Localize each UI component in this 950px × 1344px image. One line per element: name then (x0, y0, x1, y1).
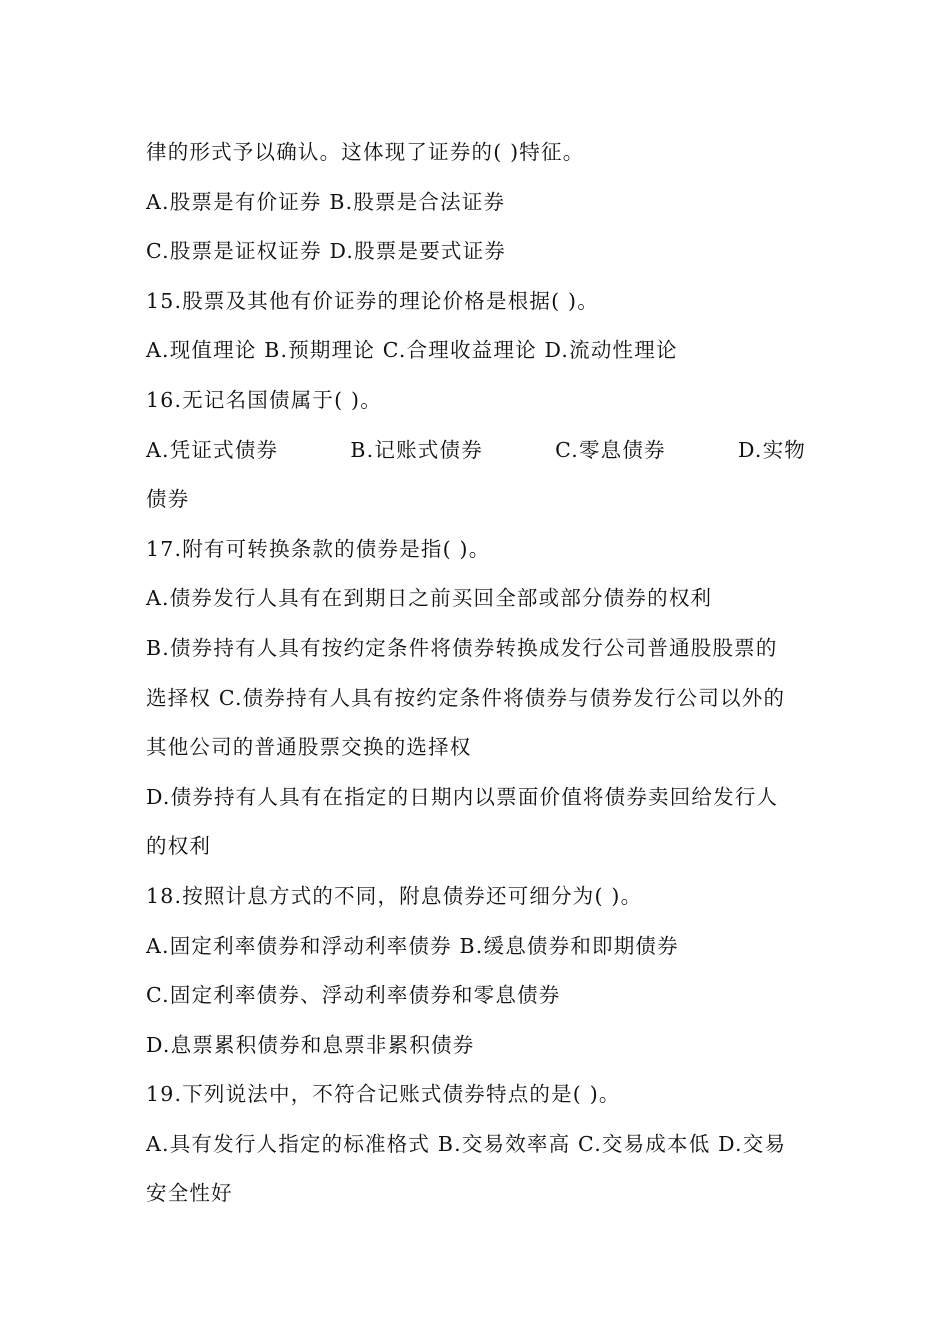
option-b: B.记账式债券 (350, 437, 483, 462)
document-body (146, 128, 806, 1219)
option-line: D.息票累积债券和息票非累积债券 (146, 1032, 475, 1057)
option-continuation: 债券 (146, 487, 190, 512)
option-line: B.债券持有人具有按约定条件将债券转换成发行公司普通股股票的 (146, 635, 778, 660)
option-line: A.现值理论 B.预期理论 C.合理收益理论 D.流动性理论 (146, 338, 678, 363)
question-17: 17.附有可转换条款的债券是指( )。 (146, 536, 491, 561)
option-line (146, 426, 806, 476)
option-line: A.债券发行人具有在到期日之前买回全部或部分债券的权利 (146, 586, 713, 611)
option-continuation: 的权利 (146, 834, 212, 859)
option-line: 选择权 C.债券持有人具有按约定条件将债券与债券发行公司以外的 (146, 685, 786, 710)
question-16: 16.无记名国债属于( )。 (146, 387, 382, 412)
option-continuation: 其他公司的普通股票交换的选择权 (146, 735, 472, 760)
option-line: C.固定利率债券、浮动利率债券和零息债券 (146, 983, 561, 1008)
question-15: 15.股票及其他有价证券的理论价格是根据( )。 (146, 288, 599, 313)
option-line: A.固定利率债券和浮动利率债券 B.缓息债券和即期债券 (146, 933, 679, 958)
option-c: C.零息债券 (555, 437, 666, 462)
option-a: A.凭证式债券 (146, 437, 279, 462)
option-continuation: 安全性好 (146, 1181, 233, 1206)
option-d: D.实物 (737, 437, 806, 462)
question-19: 19.下列说法中，不符合记账式债券特点的是( )。 (146, 1082, 621, 1107)
text-line: 律的形式予以确认。这体现了证券的( )特征。 (146, 140, 585, 164)
question-18: 18.按照计息方式的不同，附息债券还可细分为( )。 (146, 883, 643, 908)
option-line: D.债券持有人具有在指定的日期内以票面价值将债券卖回给发行人 (146, 784, 779, 809)
option-line: C.股票是证权证券 D.股票是要式证券 (146, 239, 507, 264)
option-line: A.具有发行人指定的标准格式 B.交易效率高 C.交易成本低 D.交易 (146, 1131, 787, 1156)
option-line: A.股票是有价证券 B.股票是合法证券 (146, 189, 506, 214)
